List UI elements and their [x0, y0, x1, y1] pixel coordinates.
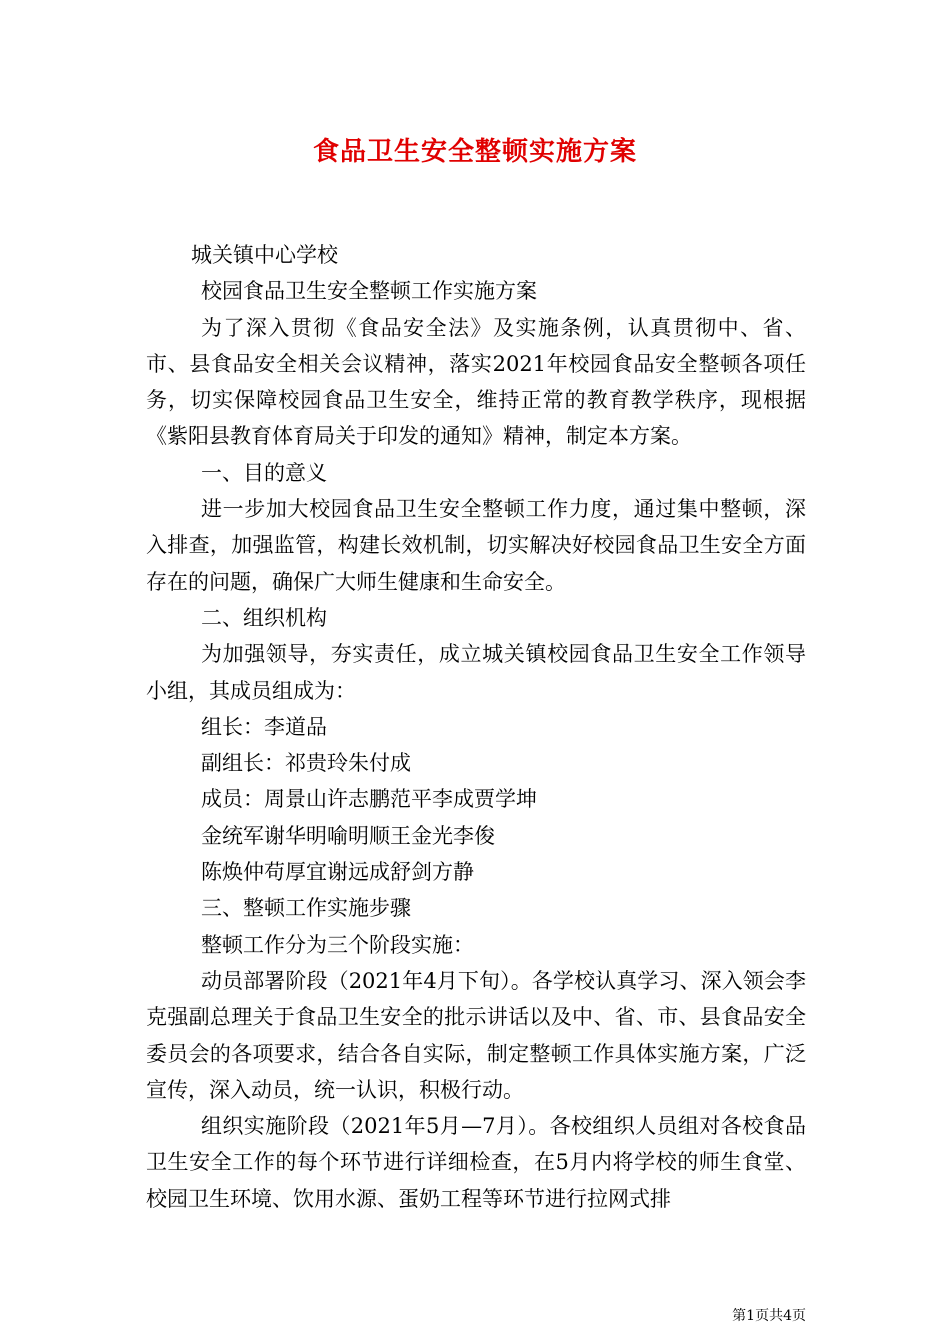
paragraph-organization: 为加强领导，夯实责任，成立城关镇校园食品卫生安全工作领导小组，其成员组成为：: [146, 642, 806, 703]
paragraph-stage-implementation: 组织实施阶段（2021年5月—7月）。各校组织人员组对各校食品卫生安全工作的每个环节进行详细检查，在5月内将学校的师生食堂、校园卫生环境、饮用水源、蛋奶工程等环节进行拉网式排: [146, 1114, 806, 1211]
paragraph-school-name: 城关镇中心学校: [191, 243, 338, 267]
paragraph-purpose: 进一步加大校园食品卫生安全整顿工作力度，通过集中整顿，深入排查，加强监管，构建长效机制，切实解决好校园食品卫生安全方面存在的问题，确保广大师生健康和生命安全。: [146, 497, 806, 594]
paragraph-intro: 为了深入贯彻《食品安全法》及实施条例，认真贯彻中、省、市、县食品安全相关会议精神，落实2021年校园食品安全整顿各项任务，切实保障校园食品卫生安全，维持正常的教育教学秩序，现根据《紫阳县教育体育局关于印发的通知》精神，制定本方案。: [146, 315, 806, 449]
page-number: 第1页共4页: [732, 1308, 806, 1324]
section-heading-steps: 三、整顿工作实施步骤: [201, 896, 411, 921]
paragraph-steps-intro: 整顿工作分为三个阶段实施：: [201, 932, 474, 957]
document-title: 食品卫生安全整顿实施方案: [312, 137, 637, 167]
document-body: [146, 237, 806, 1217]
list-item-members-cont-1: 金统军谢华明喻明顺王金光李俊: [201, 823, 495, 848]
list-item-members-cont-2: 陈焕仲苟厚宜谢远成舒剑方静: [201, 860, 474, 885]
section-heading-organization: 二、组织机构: [201, 605, 327, 630]
list-item-deputy-leader: 副组长：祁贵玲朱付成: [201, 751, 411, 776]
list-item-members: 成员：周景山许志鹏范平李成贾学坤: [201, 787, 537, 812]
paragraph-plan-name: 校园食品卫生安全整顿工作实施方案: [201, 279, 537, 304]
list-item-leader: 组长：李道品: [201, 714, 327, 739]
paragraph-stage-mobilization: 动员部署阶段（2021年4月下旬）。各学校认真学习、深入领会李克强副总理关于食品卫生安全的批示讲话以及中、省、市、县食品安全委员会的各项要求，结合各自实际，制定整顿工作具体实施方案，广泛宣传，深入动员，统一认识，积极行动。: [146, 968, 806, 1102]
section-heading-purpose: 一、目的意义: [201, 460, 327, 485]
